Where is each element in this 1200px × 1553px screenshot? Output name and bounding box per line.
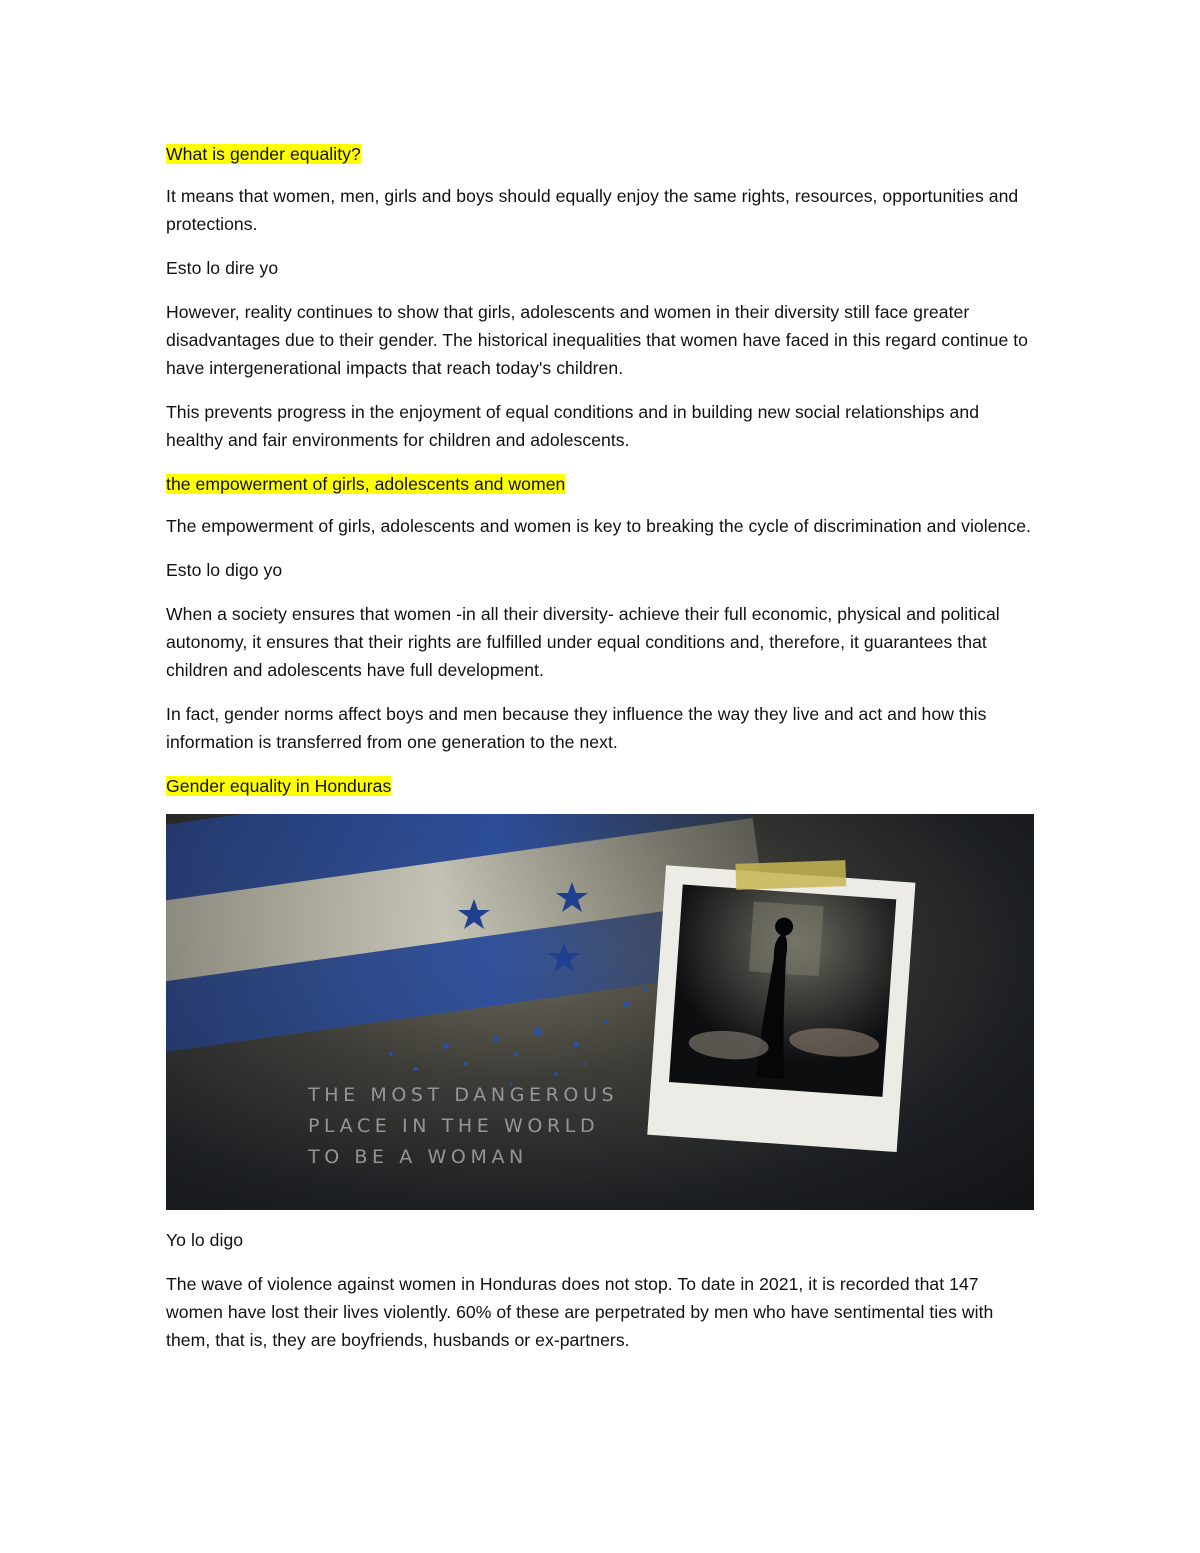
- polaroid-photo: [647, 848, 916, 1152]
- caption-line: PLACE IN THE WORLD: [308, 1115, 600, 1137]
- heading-gender-equality-honduras: [166, 772, 1036, 800]
- document-body: [166, 140, 1036, 1370]
- paragraph: It means that women, men, girls and boys should equally enjoy the same rights, resources, opportunities and protections.: [166, 186, 1019, 234]
- heading-empowerment: [166, 470, 1036, 498]
- paragraph: The empowerment of girls, adolescents and women is key to breaking the cycle of discrimination and violence.: [166, 516, 1031, 536]
- caption-line: THE MOST DANGEROUS: [308, 1084, 619, 1106]
- paragraph: When a society ensures that women -in all their diversity- achieve their full economic, physical and political autonomy, it ensures that their rights are fulfilled under equal conditions and, therefore, it guarantees that children and adolescents have full development.: [166, 604, 1000, 680]
- honduras-banner-image: [166, 814, 1034, 1210]
- paragraph: However, reality continues to show that girls, adolescents and women in their diversity still face greater disadvantages due to their gender. The historical inequalities that women have faced in this regard continue to have intergenerational impacts that reach today's children.: [166, 302, 1028, 378]
- heading-what-is-gender-equality: [166, 140, 1036, 168]
- paragraph: The wave of violence against women in Honduras does not stop. To date in 2021, it is recorded that 147 women have lost their lives violently. 60% of these are perpetrated by men who have sentimental ties with them, that is, they are boyfriends, husbands or ex-partners.: [166, 1274, 994, 1350]
- banner-caption: [308, 1080, 618, 1173]
- paragraph: In fact, gender norms affect boys and men because they influence the way they live and act and how this information is transferred from one generation to the next.: [166, 704, 987, 752]
- paragraph-note: Esto lo digo yo: [166, 560, 283, 580]
- paragraph: This prevents progress in the enjoyment of equal conditions and in building new social relationships and healthy and fair environments for children and adolescents.: [166, 402, 980, 450]
- caption-line: TO BE A WOMAN: [308, 1146, 528, 1168]
- highlighted-text: What is gender equality?: [166, 144, 361, 164]
- paragraph-note: Esto lo dire yo: [166, 258, 279, 278]
- highlighted-text: Gender equality in Honduras: [166, 776, 392, 796]
- tape-strip: [735, 860, 846, 890]
- paragraph-note: Yo lo digo: [166, 1230, 244, 1250]
- highlighted-text: the empowerment of girls, adolescents and women: [166, 474, 566, 494]
